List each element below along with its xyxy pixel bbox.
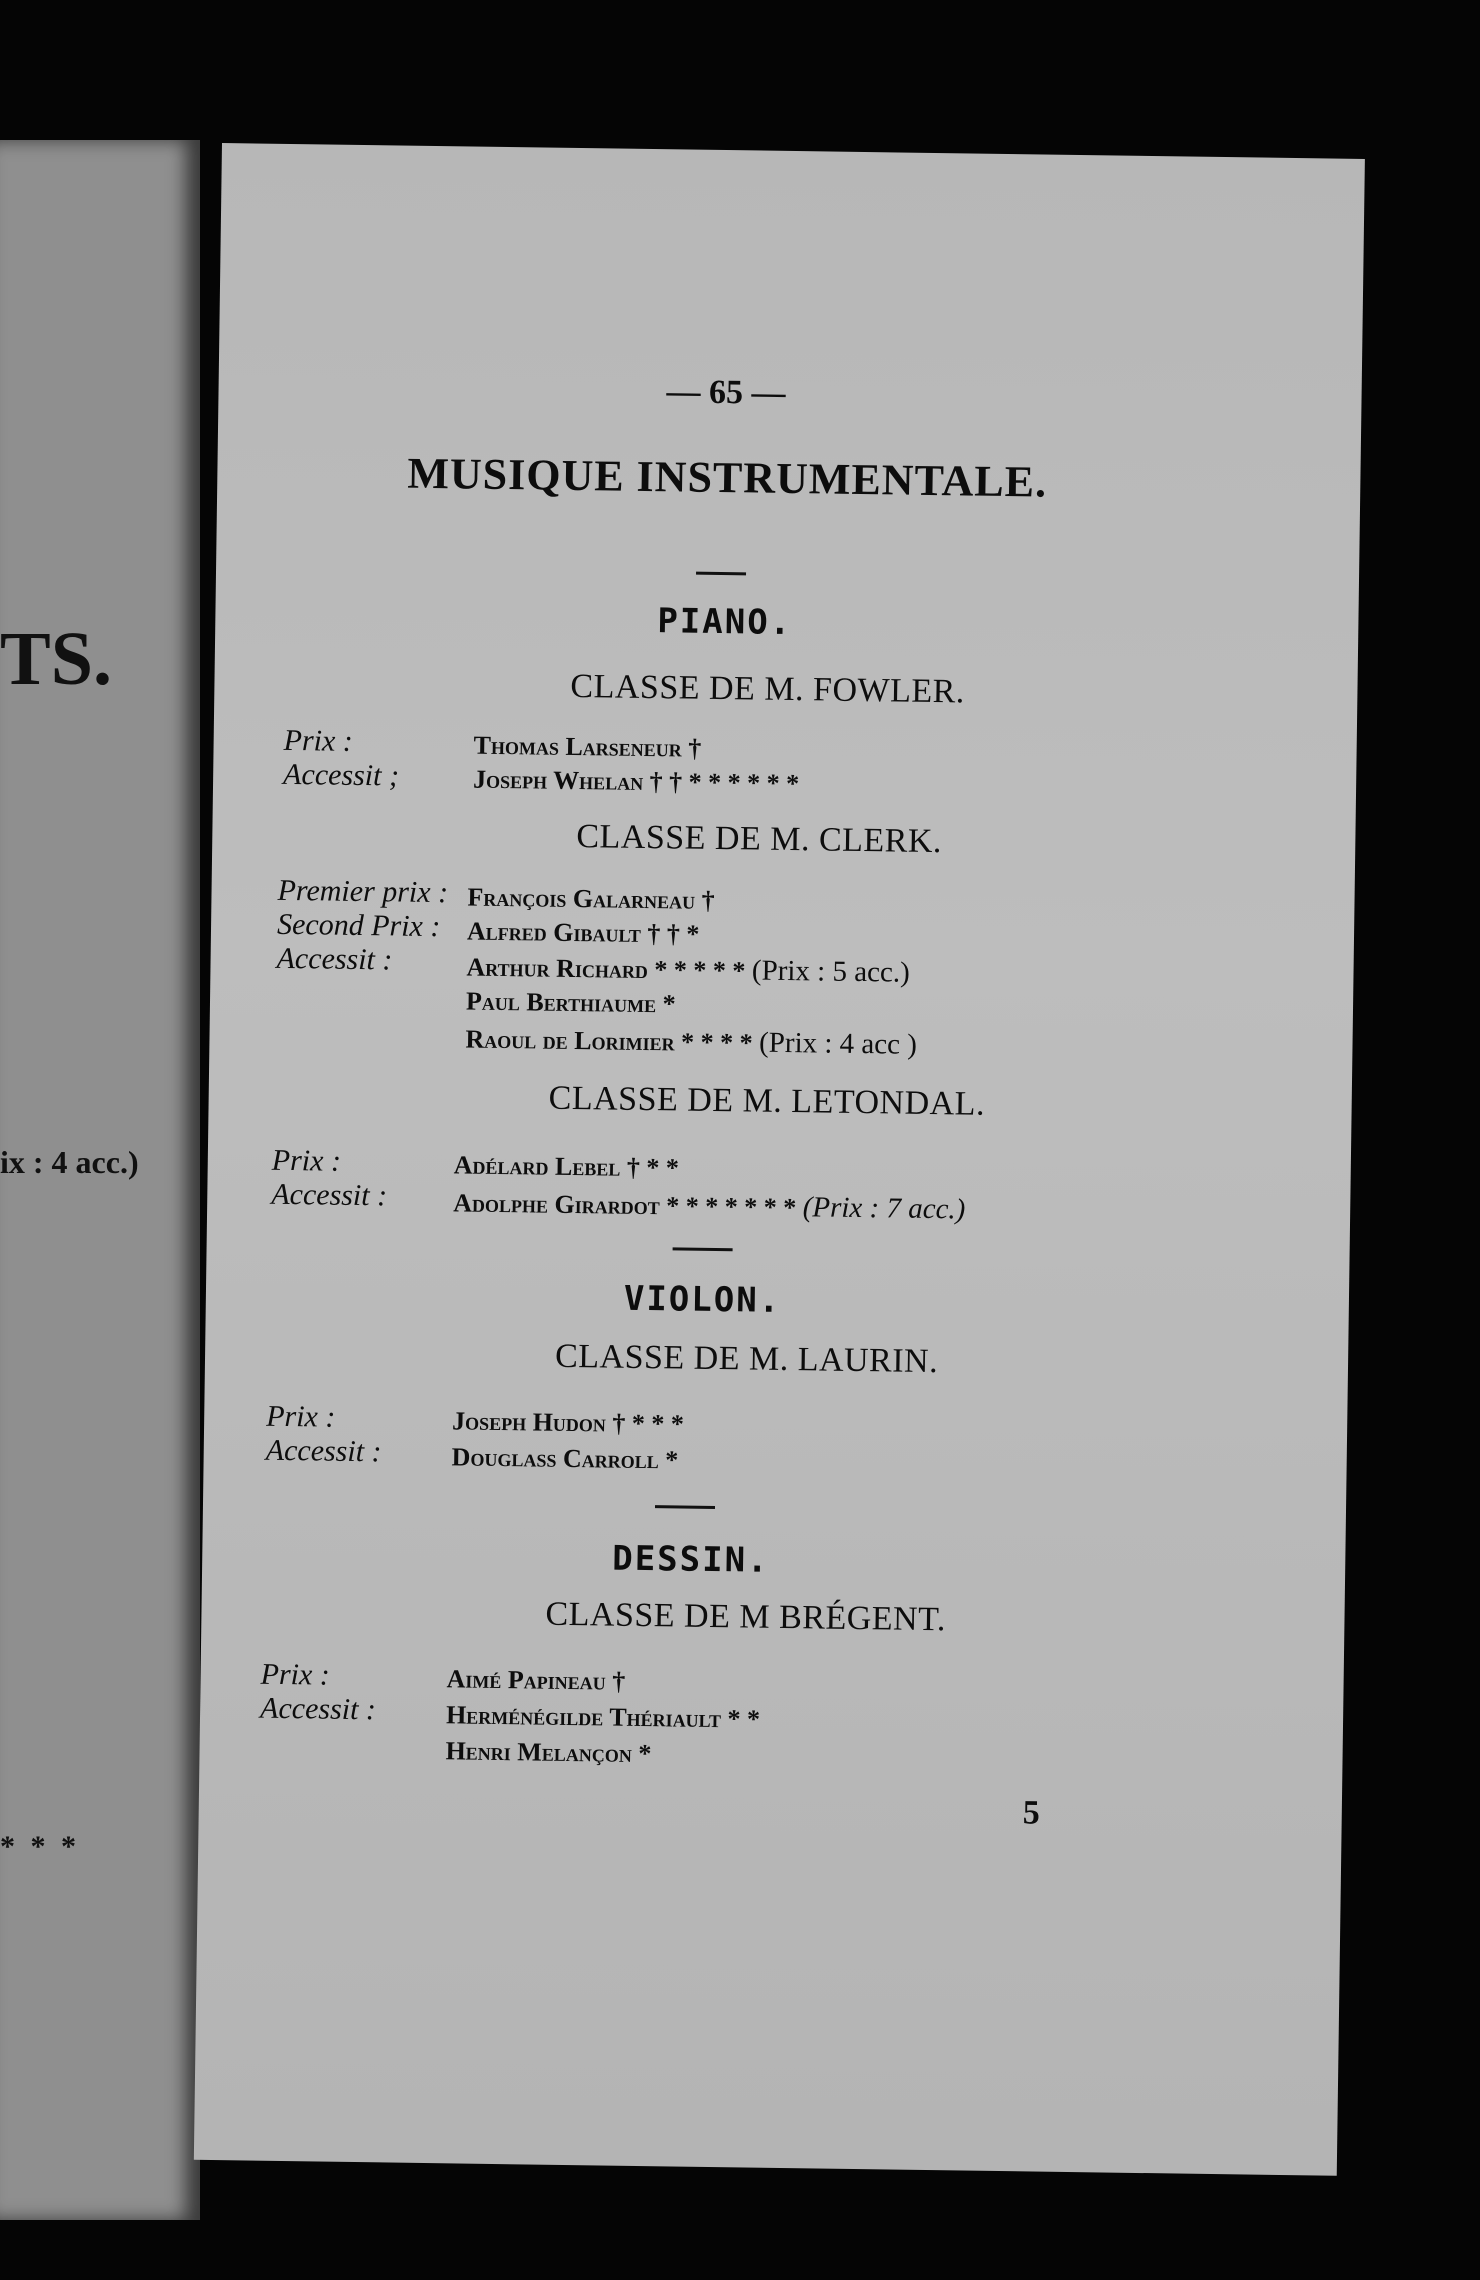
divider <box>673 1247 733 1251</box>
label-prix: Prix : <box>265 1399 336 1434</box>
entry-name: Adolphe Girardot * * * * * * * <box>453 1188 797 1223</box>
entry-prix: Adélard Lebel † * * <box>453 1150 680 1183</box>
section-heading-dessin: DESSIN. <box>611 1538 770 1581</box>
left-page-text-acc: ix : 4 acc.) <box>0 1144 139 1180</box>
class-title-fowler: CLASSE DE M. FOWLER. <box>570 667 966 711</box>
label-accessit: Accessit ; <box>282 757 400 793</box>
class-title-bregent: CLASSE DE M BRÉGENT. <box>545 1595 947 1639</box>
label-accessit: Accessit : <box>271 1177 388 1213</box>
entry-accessit: Joseph Whelan † † * * * * * * <box>472 764 800 799</box>
left-page-text-ts: TS. <box>0 617 112 701</box>
entry-accessit <box>466 950 910 989</box>
entry-accessit: Herménégilde Thériault * * <box>445 1700 761 1734</box>
book-page <box>194 143 1365 2176</box>
label-second-prix: Second Prix : <box>276 907 441 944</box>
left-page-fragment <box>0 140 200 2220</box>
entry-note: (Prix : 4 acc ) <box>758 1026 918 1061</box>
page-number: — 65 — <box>666 373 786 412</box>
entry-accessit <box>453 1186 966 1226</box>
entry-prix: Thomas Larseneur † <box>473 730 702 763</box>
section-heading-piano: PIANO. <box>657 601 793 644</box>
label-premier-prix: Premier prix : <box>277 873 449 910</box>
class-title-laurin: CLASSE DE M. LAURIN. <box>554 1337 939 1381</box>
entry-name: Raoul de Lorimier * * * * <box>465 1024 753 1058</box>
entry-name: Arthur Richard * * * * * <box>466 952 746 986</box>
page-title: MUSIQUE INSTRUMENTALE. <box>407 448 1048 507</box>
entry-accessit: Henri Melançon * <box>445 1736 652 1769</box>
label-prix: Prix : <box>271 1143 342 1178</box>
divider <box>696 572 746 576</box>
entry-note: (Prix : 5 acc.) <box>751 954 910 989</box>
left-page-text-stars: * * * <box>0 1830 80 1863</box>
label-prix: Prix : <box>283 723 354 758</box>
entry-accessit: Douglass Carroll * <box>451 1442 679 1475</box>
entry-accessit: Paul Berthiaume * <box>465 986 676 1019</box>
label-accessit: Accessit : <box>276 941 393 977</box>
entry-prix: Aimé Papineau † <box>446 1664 626 1696</box>
entry-prix: Joseph Hudon † * * * <box>451 1406 685 1439</box>
label-prix: Prix : <box>260 1657 330 1692</box>
class-title-letondal: CLASSE DE M. LETONDAL. <box>548 1079 986 1123</box>
entry-accessit <box>465 1022 917 1061</box>
entry-second-prix: Alfred Gibault † † * <box>466 916 700 949</box>
entry-note: (Prix : 7 acc.) <box>802 1191 966 1226</box>
label-accessit: Accessit : <box>259 1691 377 1727</box>
folio-number: 5 <box>1022 1794 1041 1832</box>
entry-premier-prix: François Galarneau † <box>467 882 715 915</box>
divider <box>655 1505 715 1509</box>
section-heading-violon: VIOLON. <box>623 1278 782 1321</box>
class-title-clerk: CLASSE DE M. CLERK. <box>576 818 943 861</box>
label-accessit: Accessit : <box>265 1433 382 1469</box>
